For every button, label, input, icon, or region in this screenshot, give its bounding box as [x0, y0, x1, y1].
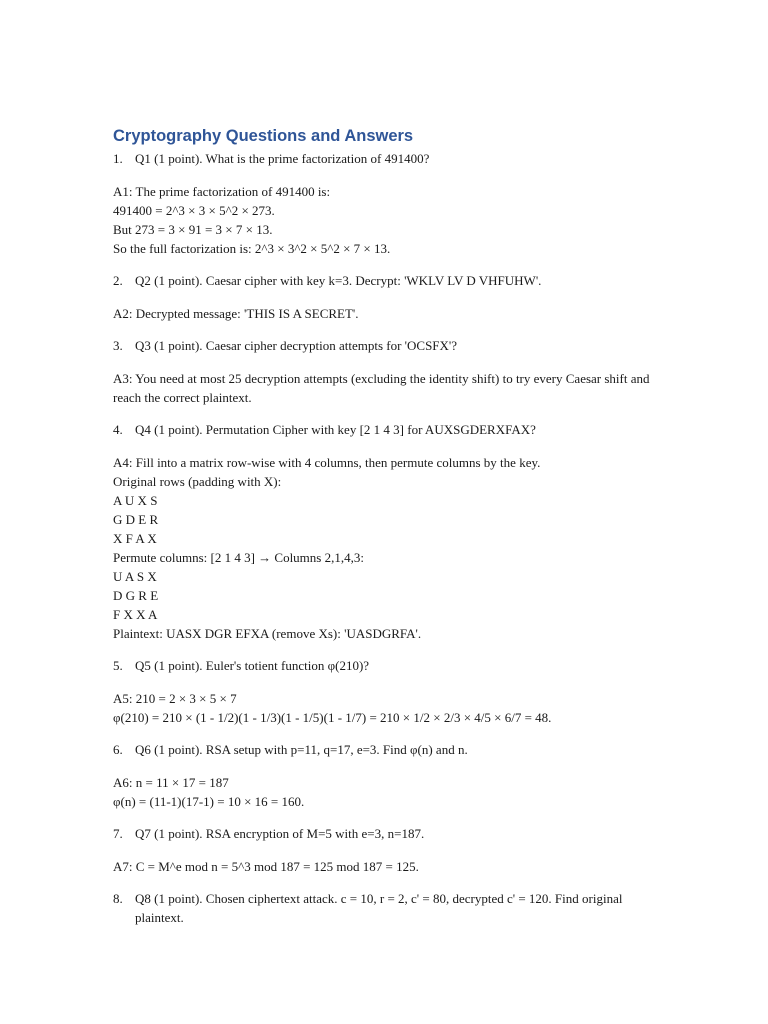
answer-line: A7: C = M^e mod n = 5^3 mod 187 = 125 mod 187 = 125.: [113, 859, 419, 874]
question-number: 1.: [113, 151, 123, 166]
answer-line: A2: Decrypted message: 'THIS IS A SECRET'.: [113, 306, 359, 321]
document-title: Cryptography Questions and Answers: [113, 127, 414, 145]
question-number: 3.: [113, 338, 123, 353]
question-item: [113, 824, 653, 843]
question-number: 4.: [113, 422, 123, 437]
answer-line: So the full factorization is: 2^3 × 3^2 × 5^2 × 7 × 13.: [113, 241, 391, 256]
answer-block: [113, 453, 653, 643]
question-item: [113, 336, 653, 355]
question-item: [113, 420, 653, 439]
answer-line: A1: The prime factorization of 491400 is:: [113, 184, 331, 199]
answer-block: [113, 857, 653, 876]
answer-block: [113, 182, 653, 258]
answer-line: G D E R: [113, 512, 159, 527]
answer-line: A U X S: [113, 493, 158, 508]
qa-list: [113, 149, 653, 927]
answer-line: 491400 = 2^3 × 3 × 5^2 × 273.: [113, 203, 275, 218]
document-page: [113, 125, 653, 941]
question-item: [113, 889, 653, 927]
answer-line: X F A X: [113, 531, 157, 546]
question-number: 7.: [113, 826, 123, 841]
question-number: 2.: [113, 273, 123, 288]
answer-line: A6: n = 11 × 17 = 187: [113, 775, 229, 790]
answer-block: [113, 369, 653, 407]
answer-block: [113, 304, 653, 323]
answer-line: Original rows (padding with X):: [113, 474, 282, 489]
question-text: Q7 (1 point). RSA encryption of M=5 with e=3, n=187.: [135, 826, 425, 841]
question-item: [113, 740, 653, 759]
answer-block: [113, 773, 653, 811]
question-text: Q1 (1 point). What is the prime factorization of 491400?: [135, 151, 430, 166]
question-text: Q5 (1 point). Euler's totient function φ(210)?: [135, 658, 370, 673]
answer-line: U A S X: [113, 569, 157, 584]
question-number: 8.: [113, 891, 123, 906]
question-text: Q8 (1 point). Chosen ciphertext attack. c = 10, r = 2, c' = 80, decrypted c' = 120. Find original plaintext.: [135, 891, 623, 925]
answer-block: [113, 689, 653, 727]
question-text: Q6 (1 point). RSA setup with p=11, q=17, e=3. Find φ(n) and n.: [135, 742, 468, 757]
question-item: [113, 271, 653, 290]
answer-line: A4: Fill into a matrix row-wise with 4 columns, then permute columns by the key.: [113, 455, 541, 470]
answer-line: F X X A: [113, 607, 158, 622]
question-item: [113, 656, 653, 675]
question-text: Q4 (1 point). Permutation Cipher with key [2 1 4 3] for AUXSGDERXFAX?: [135, 422, 536, 437]
answer-line: But 273 = 3 × 91 = 3 × 7 × 13.: [113, 222, 273, 237]
answer-line: φ(210) = 210 × (1 - 1/2)(1 - 1/3)(1 - 1/5)(1 - 1/7) = 210 × 1/2 × 2/3 × 4/5 × 6/7 = 48.: [113, 710, 552, 725]
answer-line: A3: You need at most 25 decryption attempts (excluding the identity shift) to try every Caesar shift and reach the correct plaintext.: [113, 371, 653, 405]
answer-line: Plaintext: UASX DGR EFXA (remove Xs): 'UASDGRFA'.: [113, 626, 422, 641]
answer-line: D G R E: [113, 588, 159, 603]
question-item: [113, 149, 653, 168]
question-text: Q3 (1 point). Caesar cipher decryption attempts for 'OCSFX'?: [135, 338, 458, 353]
question-text: Q2 (1 point). Caesar cipher with key k=3. Decrypt: 'WKLV LV D VHFUHW'.: [135, 273, 542, 288]
answer-line: φ(n) = (11-1)(17-1) = 10 × 16 = 160.: [113, 794, 305, 809]
question-number: 5.: [113, 658, 123, 673]
answer-line: Permute columns: [2 1 4 3] → Columns 2,1,4,3:: [113, 550, 364, 565]
answer-line: A5: 210 = 2 × 3 × 5 × 7: [113, 691, 237, 706]
question-number: 6.: [113, 742, 123, 757]
